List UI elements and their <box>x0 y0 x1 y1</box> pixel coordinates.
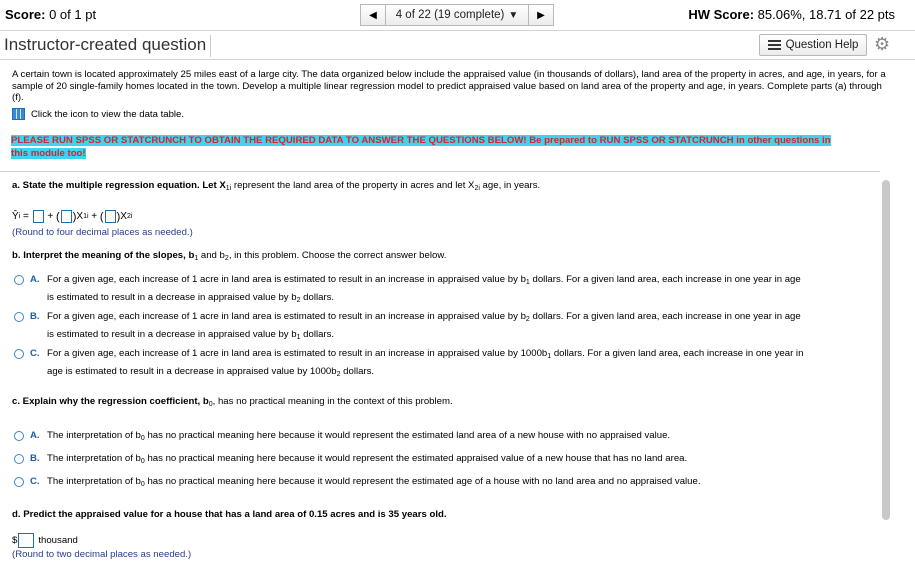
part-d-round-note: (Round to two decimal places as needed.) <box>12 549 192 560</box>
b1-input[interactable] <box>61 210 72 223</box>
currency-symbol: $ <box>12 535 18 546</box>
question-content: A certain town is located approximately 25 miles east of a large city. The data organized below include the appraised value (in thousands of dollars), land area of the property in acres, and age, in years, for a sample of 20 single-family homes located in the town. Develop a multiple linear regression model to predict appraised value based on land area of the property and age, in years. Complete parts (a) through (f). Click the icon to view the data table. PLEASE RUN SPSS OR STATCRUNCH TO OBTAIN THE REQUIRED DATA TO ANSWER THE QUESTIONS BELOW! Be prepared to RUN SPSS OR STATCRUNCH in other questions in this module too! a. State the multiple regression equation. Let $X_{1i}$ represent the land area of the property in acres and let $X_{2i}$ age, in years. Ŷ i = + ( ) X 1i + ( ) X 2i (Round to four decimal places as needed.) b. Interpret the meaning of the slopes, $b_1$ and $b_2$, in this problem. Choose the correct answer below. A. For a given age, each increase of 1 acre in land area is estimated to result in an increase in appraised value by $b_1$ dollars. For a given land area, each increase in one year in age is estimated to result in a decrease in appraised value by $b_2$ dollars. B. For a given age, each increase of 1 acre in land area is estimated to result in an increase in appraised value by $b_2$ dollars. For a given land area, each increase in one year in age is estimated to result in a decrease in appraised value by $b_1$ dollars. C. For a given age, each increase of 1 acre in land area is estimated to result in an increase in appraised value by $1000b_1$ dollars. For a given land area, each increase in one year in age is estimated to result in a decrease in appraised value by $1000b_2$ dollars. c. Explain why the regression coefficient, $b_0$, has no practical meaning in the context of this problem. A. The interpretation of $b_0$ has no practical meaning here because it would represent the estimated land area of a new house with no appraised value. B. The interpretation of $b_0$ has no practical meaning here because it would represent the estimated appraised value of a new house that has no land area. C. The interpretation of $b_0$ has no practical meaning here because it would represent the estimated age of a house with no land area and no appraised value. d. Predict the appraised value for a house that has a land area of 0.15 acres and is 35 years old. $ thousand (Round to two decimal places as needed.) <box>0 60 915 566</box>
b0-input[interactable] <box>33 210 44 223</box>
intro-text: A certain town is located approximately 25 miles east of a large city. The data organized below include the appraised value (in thousands of dollars), land area of the property in acres, and age, in years, for a sample of 20 single-family homes located in the town. Develop a multiple linear regression model to predict appraised value based on land area of the property and age, in years. Complete parts (a) through (f). <box>12 69 886 103</box>
question-title: Instructor-created question <box>4 35 211 57</box>
top-bar <box>0 0 915 31</box>
hw-score-value: 85.06%, 18.71 of 22 pts <box>757 7 895 22</box>
regression-equation: Ŷ i = + ( ) X 1i + ( ) X 2i <box>12 210 133 223</box>
radio-button[interactable] <box>14 477 24 487</box>
arrow-right-icon: ▶ <box>537 9 545 21</box>
part-a-prompt: a. State the multiple regression equation. Let $X_{1i}$ represent the land area of the property in acres and let $X_{2i}$ age, in years. <box>12 180 541 192</box>
data-table-link-label: Click the icon to view the data table. <box>31 108 185 120</box>
question-help-button[interactable] <box>759 34 867 56</box>
divider <box>0 171 880 172</box>
table-icon[interactable] <box>12 108 25 120</box>
scrollbar[interactable] <box>882 180 890 520</box>
part-c-prompt: c. Explain why the regression coefficient, $b_0$, has no practical meaning in the context of this problem. <box>12 396 453 408</box>
hw-score-label: HW Score: <box>688 7 755 22</box>
next-question-button[interactable] <box>528 4 554 26</box>
chevron-down-icon: ▼ <box>508 9 519 21</box>
unit-label: thousand <box>38 535 78 546</box>
score <box>5 7 96 22</box>
question-selector[interactable] <box>386 4 528 26</box>
part-d-prompt: d. Predict the appraised value for a house that has a land area of 0.15 acres and is 35 years old. <box>12 509 447 520</box>
alert-text: PLEASE RUN SPSS OR STATCRUNCH TO OBTAIN THE REQUIRED DATA TO ANSWER THE QUESTIONS BELOW! Be prepared to RUN SPSS OR STATCRUNCH in other questions in this module too! <box>11 135 831 159</box>
score-value: 0 of 1 pt <box>49 7 97 22</box>
predicted-value-input[interactable] <box>18 533 34 548</box>
title-bar <box>0 31 915 60</box>
hw-score <box>688 7 895 22</box>
question-selector-label: 4 of 22 (19 complete) <box>395 9 505 21</box>
radio-button[interactable] <box>14 454 24 464</box>
b2-input[interactable] <box>105 210 116 223</box>
radio-button[interactable] <box>14 349 24 359</box>
part-d-answer <box>12 533 78 548</box>
data-table-link[interactable] <box>12 108 184 120</box>
question-help-label: Question Help <box>785 39 859 51</box>
radio-button[interactable] <box>14 431 24 441</box>
prev-question-button[interactable] <box>360 4 386 26</box>
list-icon <box>768 40 781 50</box>
arrow-left-icon: ◀ <box>369 9 377 21</box>
radio-button[interactable] <box>14 312 24 322</box>
gear-icon[interactable]: ⚙ <box>874 34 891 54</box>
question-nav <box>360 4 554 26</box>
radio-button[interactable] <box>14 275 24 285</box>
instructor-alert <box>11 135 846 160</box>
part-b-prompt: b. Interpret the meaning of the slopes, $b_1$ and $b_2$, in this problem. Choose the correct answer below. <box>12 250 447 262</box>
part-a-round-note: (Round to four decimal places as needed.) <box>12 227 193 238</box>
score-label: Score: <box>5 7 46 22</box>
